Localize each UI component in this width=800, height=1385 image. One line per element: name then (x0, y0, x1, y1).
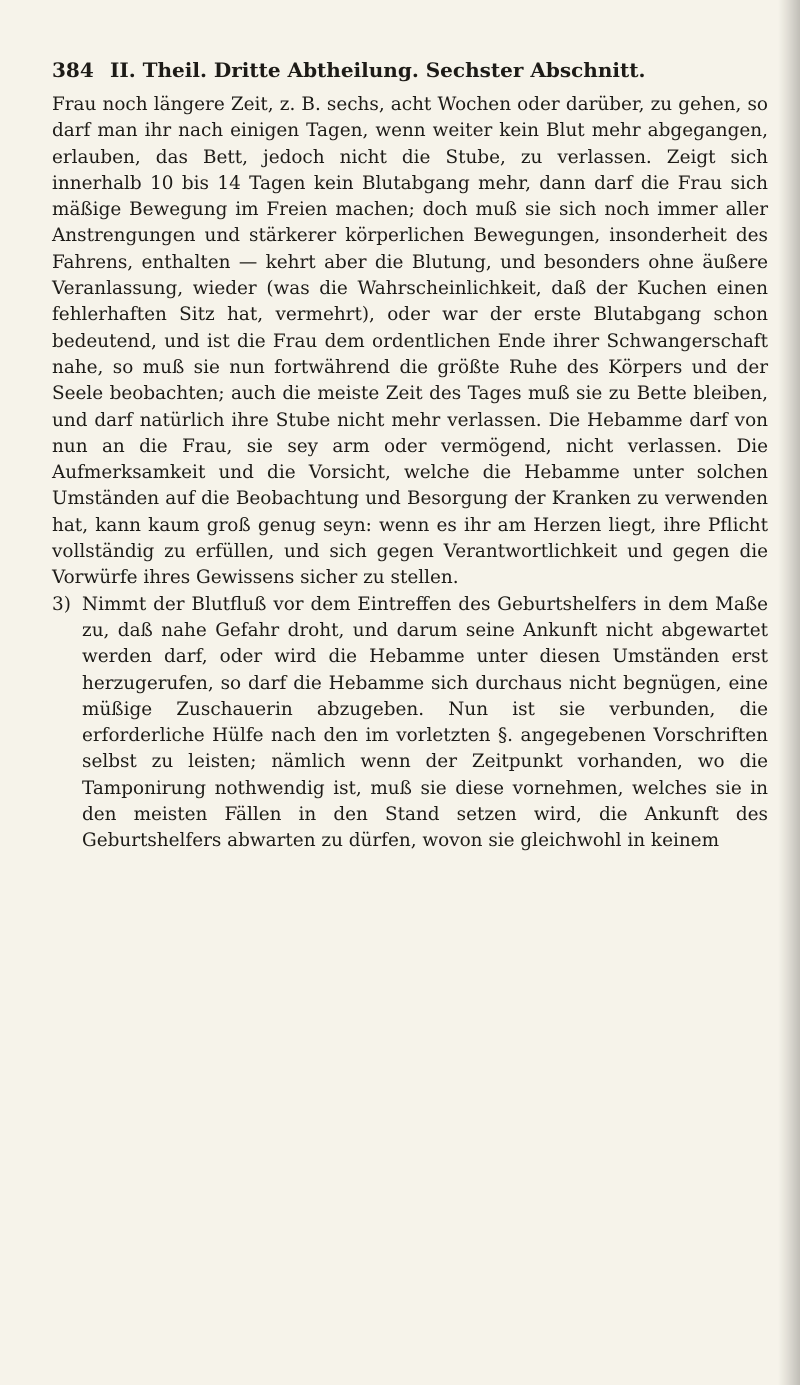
book-page (52, 58, 768, 855)
item-number: 3) (52, 593, 71, 615)
page-edge-shadow (778, 0, 800, 1385)
numbered-item (52, 592, 768, 855)
item-text: Nimmt der Blutfluß vor dem Eintreffen des Geburtshelfers in dem Maße zu, daß nahe Gefahr droht, und darum seine Ankunft nicht abgewartet werden darf, oder wird die Hebamme unter diesen Umständen erst herzugerufen, so darf die Hebamme sich durchaus nicht begnügen, eine müßige Zuschauerin abzugeben. Nun ist sie verbunden, die erforderliche Hülfe nach den im vorletzten §. angegebenen Vorschriften selbst zu leisten; nämlich wenn der Zeitpunkt vorhanden, wo die Tamponirung nothwendig ist, muß sie diese vornehmen, welches sie in den meisten Fällen in den Stand setzen wird, die Ankunft des Geburtshelfers abwarten zu dürfen, wovon sie gleichwohl in keinem (82, 593, 768, 852)
page-number: 384 (52, 58, 94, 82)
paragraph: Frau noch längere Zeit, z. B. sechs, acht Wochen oder darüber, zu gehen, so darf man ihr nach einigen Tagen, wenn weiter kein Blut mehr abgegangen, erlauben, das Bett, jedoch nicht die Stube, zu verlassen. Zeigt sich innerhalb 10 bis 14 Tagen kein Blutabgang mehr, dann darf die Frau sich mäßige Bewegung im Freien machen; doch muß sie sich noch immer aller Anstrengungen und stärkerer körperlichen Bewegungen, insonderheit des Fahrens, enthalten — kehrt aber die Blutung, und besonders ohne äußere Veranlassung, wieder (was die Wahrscheinlichkeit, daß der Kuchen einen fehlerhaften Sitz hat, vermehrt), oder war der erste Blutabgang schon bedeutend, und ist die Frau dem ordentlichen Ende ihrer Schwangerschaft nahe, so muß sie nun fortwährend die größte Ruhe des Körpers und der Seele beobachten; auch die meiste Zeit des Tages muß sie zu Bette bleiben, und darf natürlich ihre Stube nicht mehr verlassen. Die Hebamme darf von nun an die Frau, sie sey arm oder vermögend, nicht verlassen. Die Aufmerksamkeit und die Vorsicht, welche die Hebamme unter solchen Umständen auf die Beobachtung und Besorgung der Kranken zu verwenden hat, kann kaum groß genug seyn: wenn es ihr am Herzen liegt, ihre Pflicht vollständig zu erfüllen, und sich gegen Verantwortlichkeit und gegen die Vorwürfe ihres Gewissens sicher zu stellen. (52, 94, 768, 589)
running-head (52, 58, 768, 82)
body-text (52, 92, 768, 855)
running-title: II. Theil. Dritte Abtheilung. Sechster Abschnitt. (110, 58, 646, 82)
